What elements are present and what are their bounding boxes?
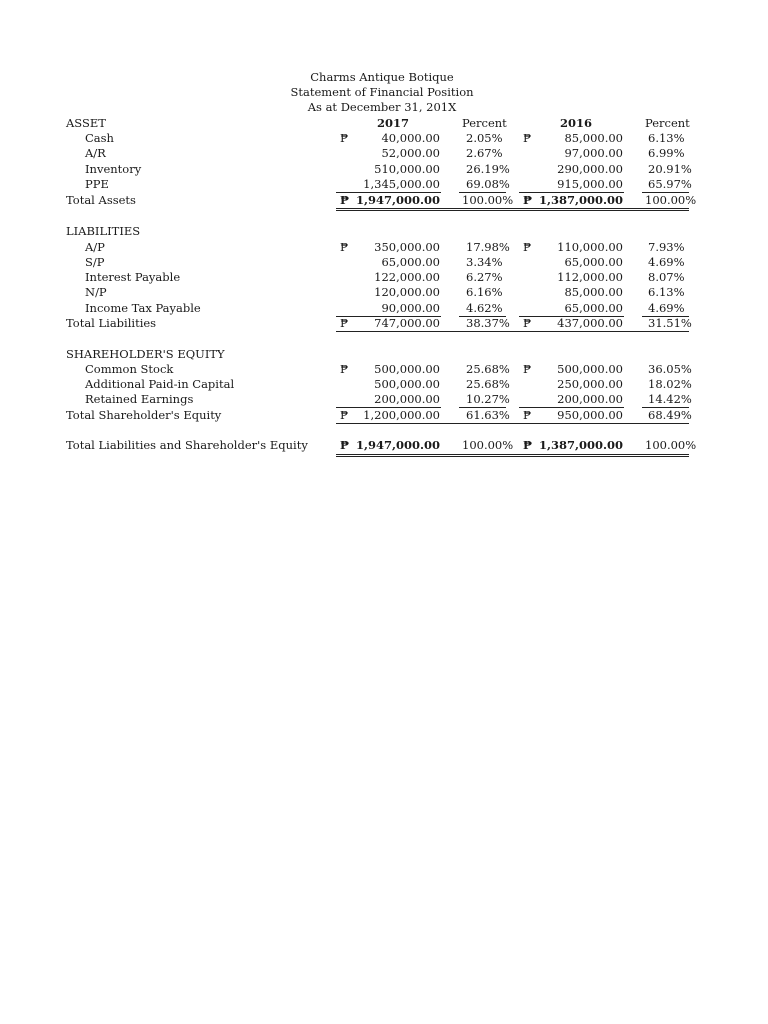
percent-2017: 6.16% bbox=[466, 285, 503, 299]
table-row bbox=[0, 131, 768, 146]
percent-2016: 4.69% bbox=[648, 301, 685, 315]
grand-total-label: Total Liabilities and Shareholder's Equity bbox=[66, 438, 308, 452]
row-label: Cash bbox=[85, 131, 114, 145]
value-2016: 85,000.00 bbox=[564, 285, 623, 299]
total-equity-2017: 1,200,000.00 bbox=[363, 408, 440, 422]
value-2016: 65,000.00 bbox=[564, 301, 623, 315]
peso-sign: ₱ bbox=[523, 438, 533, 452]
value-2016: 110,000.00 bbox=[557, 240, 623, 254]
statement-title: Statement of Financial Position bbox=[290, 85, 474, 99]
percent-2017: 2.67% bbox=[466, 146, 503, 160]
double-rule bbox=[336, 208, 689, 209]
rule bbox=[336, 331, 689, 332]
company-name: Charms Antique Botique bbox=[310, 70, 454, 84]
table-row bbox=[0, 362, 768, 377]
value-2017: 52,000.00 bbox=[381, 146, 440, 160]
table-row bbox=[0, 177, 768, 192]
table-row bbox=[0, 240, 768, 255]
value-2017: 65,000.00 bbox=[381, 255, 440, 269]
total-assets-2016: 1,387,000.00 bbox=[538, 193, 623, 207]
peso-sign: ₱ bbox=[523, 316, 532, 330]
peso-sign: ₱ bbox=[340, 438, 350, 452]
equity-heading: SHAREHOLDER'S EQUITY bbox=[66, 347, 225, 361]
grand-total-2016: 1,387,000.00 bbox=[538, 438, 623, 452]
total-row bbox=[0, 408, 768, 423]
value-2017: 500,000.00 bbox=[374, 377, 440, 391]
total-liabilities-2017: 747,000.00 bbox=[374, 316, 440, 330]
value-2017: 510,000.00 bbox=[374, 162, 440, 176]
total-assets-label: Total Assets bbox=[66, 193, 136, 207]
percent-2016: 18.02% bbox=[648, 377, 692, 391]
value-2017: 40,000.00 bbox=[381, 131, 440, 145]
table-row bbox=[0, 255, 768, 270]
row-label: Common Stock bbox=[85, 362, 174, 376]
total-liabilities-2016: 437,000.00 bbox=[557, 316, 623, 330]
row-label: A/P bbox=[85, 240, 105, 254]
total-equity-percent-2016: 68.49% bbox=[648, 408, 692, 422]
percent-2017: 10.27% bbox=[466, 392, 510, 406]
liabilities-heading: LIABILITIES bbox=[66, 224, 141, 238]
row-label: Interest Payable bbox=[85, 270, 181, 284]
grand-total-percent-2017: 100.00% bbox=[462, 438, 514, 452]
double-rule bbox=[336, 456, 689, 457]
value-2016: 250,000.00 bbox=[557, 377, 623, 391]
percent-2016: 6.99% bbox=[648, 146, 685, 160]
total-equity-2016: 950,000.00 bbox=[557, 408, 623, 422]
table-row bbox=[0, 377, 768, 392]
row-label: Retained Earnings bbox=[85, 392, 194, 406]
grand-total-row bbox=[0, 438, 768, 453]
row-label: S/P bbox=[85, 255, 105, 269]
percent-2016: 14.42% bbox=[648, 392, 692, 406]
percent-2017: 69.08% bbox=[466, 177, 510, 191]
row-label: A/R bbox=[85, 146, 106, 160]
section-heading-row bbox=[0, 224, 768, 239]
percent-2016: 65.97% bbox=[648, 177, 692, 191]
statement-date: As at December 31, 201X bbox=[307, 100, 457, 114]
percent-2017: 25.68% bbox=[466, 362, 510, 376]
table-row bbox=[0, 301, 768, 316]
table-row bbox=[0, 162, 768, 177]
percent-2017: 4.62% bbox=[466, 301, 503, 315]
value-2016: 65,000.00 bbox=[564, 255, 623, 269]
percent-2016: 8.07% bbox=[648, 270, 685, 284]
column-header-2017: 2017 bbox=[377, 116, 410, 130]
percent-2016: 7.93% bbox=[648, 240, 685, 254]
percent-2017: 2.05% bbox=[466, 131, 503, 145]
value-2017: 120,000.00 bbox=[374, 285, 440, 299]
total-assets-percent-2016: 100.00% bbox=[645, 193, 697, 207]
percent-2017: 17.98% bbox=[466, 240, 510, 254]
table-row bbox=[0, 270, 768, 285]
percent-2016: 6.13% bbox=[648, 285, 685, 299]
total-liabilities-percent-2017: 38.37% bbox=[466, 316, 510, 330]
peso-sign: ₱ bbox=[340, 131, 349, 145]
column-header-percent-2016: Percent bbox=[645, 116, 690, 130]
total-liabilities-label: Total Liabilities bbox=[66, 316, 157, 330]
value-2016: 290,000.00 bbox=[557, 162, 623, 176]
total-assets-percent-2017: 100.00% bbox=[462, 193, 514, 207]
peso-sign: ₱ bbox=[523, 362, 532, 376]
total-equity-percent-2017: 61.63% bbox=[466, 408, 510, 422]
percent-2017: 25.68% bbox=[466, 377, 510, 391]
table-row bbox=[0, 146, 768, 161]
total-equity-label: Total Shareholder's Equity bbox=[66, 408, 222, 422]
section-heading-row bbox=[0, 347, 768, 362]
value-2017: 1,345,000.00 bbox=[363, 177, 440, 191]
value-2016: 97,000.00 bbox=[564, 146, 623, 160]
percent-2017: 26.19% bbox=[466, 162, 510, 176]
rule bbox=[336, 423, 689, 424]
total-row bbox=[0, 193, 768, 208]
percent-2016: 36.05% bbox=[648, 362, 692, 376]
total-liabilities-percent-2016: 31.51% bbox=[648, 316, 692, 330]
percent-2017: 6.27% bbox=[466, 270, 503, 284]
value-2017: 90,000.00 bbox=[381, 301, 440, 315]
table-row bbox=[0, 285, 768, 300]
peso-sign: ₱ bbox=[340, 362, 349, 376]
peso-sign: ₱ bbox=[340, 193, 350, 207]
column-header-percent-2017: Percent bbox=[462, 116, 507, 130]
peso-sign: ₱ bbox=[523, 408, 532, 422]
value-2017: 200,000.00 bbox=[374, 392, 440, 406]
total-row bbox=[0, 316, 768, 331]
percent-2016: 6.13% bbox=[648, 131, 685, 145]
asset-header-row bbox=[0, 116, 768, 131]
grand-total-2017: 1,947,000.00 bbox=[355, 438, 440, 452]
percent-2016: 4.69% bbox=[648, 255, 685, 269]
row-label: N/P bbox=[85, 285, 107, 299]
percent-2017: 3.34% bbox=[466, 255, 503, 269]
value-2016: 112,000.00 bbox=[557, 270, 623, 284]
double-rule bbox=[336, 454, 689, 455]
row-label: Income Tax Payable bbox=[85, 301, 201, 315]
total-assets-2017: 1,947,000.00 bbox=[355, 193, 440, 207]
row-label: Additional Paid-in Capital bbox=[85, 377, 235, 391]
peso-sign: ₱ bbox=[340, 240, 349, 254]
peso-sign: ₱ bbox=[340, 316, 349, 330]
asset-heading: ASSET bbox=[66, 116, 106, 130]
value-2017: 350,000.00 bbox=[374, 240, 440, 254]
column-header-2016: 2016 bbox=[560, 116, 593, 130]
value-2017: 500,000.00 bbox=[374, 362, 440, 376]
value-2016: 85,000.00 bbox=[564, 131, 623, 145]
grand-total-percent-2016: 100.00% bbox=[645, 438, 697, 452]
row-label: Inventory bbox=[85, 162, 142, 176]
peso-sign: ₱ bbox=[523, 240, 532, 254]
percent-2016: 20.91% bbox=[648, 162, 692, 176]
peso-sign: ₱ bbox=[523, 193, 533, 207]
value-2016: 200,000.00 bbox=[557, 392, 623, 406]
peso-sign: ₱ bbox=[340, 408, 349, 422]
row-label: PPE bbox=[85, 177, 109, 191]
table-row bbox=[0, 392, 768, 407]
peso-sign: ₱ bbox=[523, 131, 532, 145]
value-2017: 122,000.00 bbox=[374, 270, 440, 284]
double-rule bbox=[336, 210, 689, 211]
value-2016: 500,000.00 bbox=[557, 362, 623, 376]
value-2016: 915,000.00 bbox=[557, 177, 623, 191]
